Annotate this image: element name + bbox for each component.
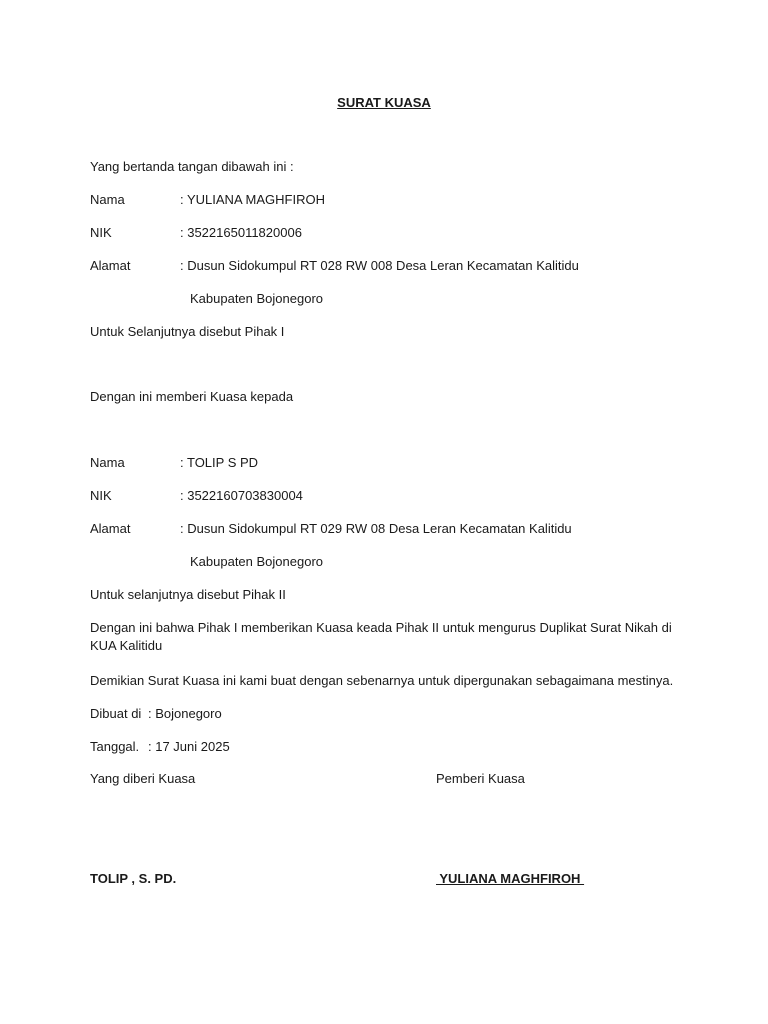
pihak1-alamat-row: [90, 258, 579, 274]
pihak1-disebut: Untuk Selanjutnya disebut Pihak I: [90, 324, 285, 339]
body-paragraph: Dengan ini bahwa Pihak I memberikan Kuasa keada Pihak II untuk mengurus Duplikat Surat Nikah di KUA Kalitidu: [90, 620, 672, 653]
memberi-kuasa-text: Dengan ini memberi Kuasa kepada: [90, 389, 294, 404]
pihak1-nik-row: [90, 225, 302, 241]
intro-text: Yang bertanda tangan dibawah ini :: [90, 159, 294, 174]
pihak2-nik-value: : 3522160703830004: [180, 488, 303, 503]
pihak2-disebut: Untuk selanjutnya disebut Pihak II: [90, 587, 286, 602]
signature-right-name: YULIANA MAGHFIROH: [436, 871, 585, 886]
pihak1-nik-label: NIK: [90, 225, 112, 240]
pihak2-nama-value: : TOLIP S PD: [180, 455, 259, 470]
signature-left-heading: Yang diberi Kuasa: [90, 771, 196, 786]
tanggal-label: Tanggal.: [90, 739, 140, 754]
pihak1-nama-row: [90, 192, 325, 208]
pihak2-nik-row: [90, 488, 303, 504]
dibuat-row: [90, 706, 222, 722]
pihak2-alamat-label: Alamat: [90, 521, 131, 536]
dibuat-value: : Bojonegoro: [148, 706, 222, 721]
pihak2-nama-label: Nama: [90, 455, 125, 470]
pihak1-nama-value: : YULIANA MAGHFIROH: [180, 192, 325, 207]
pihak2-alamat-row: [90, 521, 572, 537]
dibuat-label: Dibuat di: [90, 706, 142, 721]
pihak2-nik-label: NIK: [90, 488, 112, 503]
closing-paragraph: Demikian Surat Kuasa ini kami buat dengan sebenarnya untuk dipergunakan sebagaimana mestinya.: [90, 673, 674, 688]
document-title: SURAT KUASA: [337, 95, 431, 110]
pihak2-nama-row: [90, 455, 258, 471]
signature-left-name: TOLIP , S. PD.: [90, 871, 177, 886]
pihak1-alamat-value: : Dusun Sidokumpul RT 028 RW 008 Desa Leran Kecamatan Kalitidu: [180, 258, 579, 273]
pihak1-alamat-line2: Kabupaten Bojonegoro: [190, 291, 324, 306]
tanggal-row: [90, 739, 230, 755]
pihak2-alamat-line2: Kabupaten Bojonegoro: [190, 554, 324, 569]
pihak1-nik-value: : 3522165011820006: [180, 225, 302, 240]
pihak2-alamat-value: : Dusun Sidokumpul RT 029 RW 08 Desa Leran Kecamatan Kalitidu: [180, 521, 572, 536]
signature-right-heading: Pemberi Kuasa: [436, 771, 525, 786]
pihak1-alamat-label: Alamat: [90, 258, 131, 273]
tanggal-value: : 17 Juni 2025: [148, 739, 230, 754]
pihak1-nama-label: Nama: [90, 192, 125, 207]
